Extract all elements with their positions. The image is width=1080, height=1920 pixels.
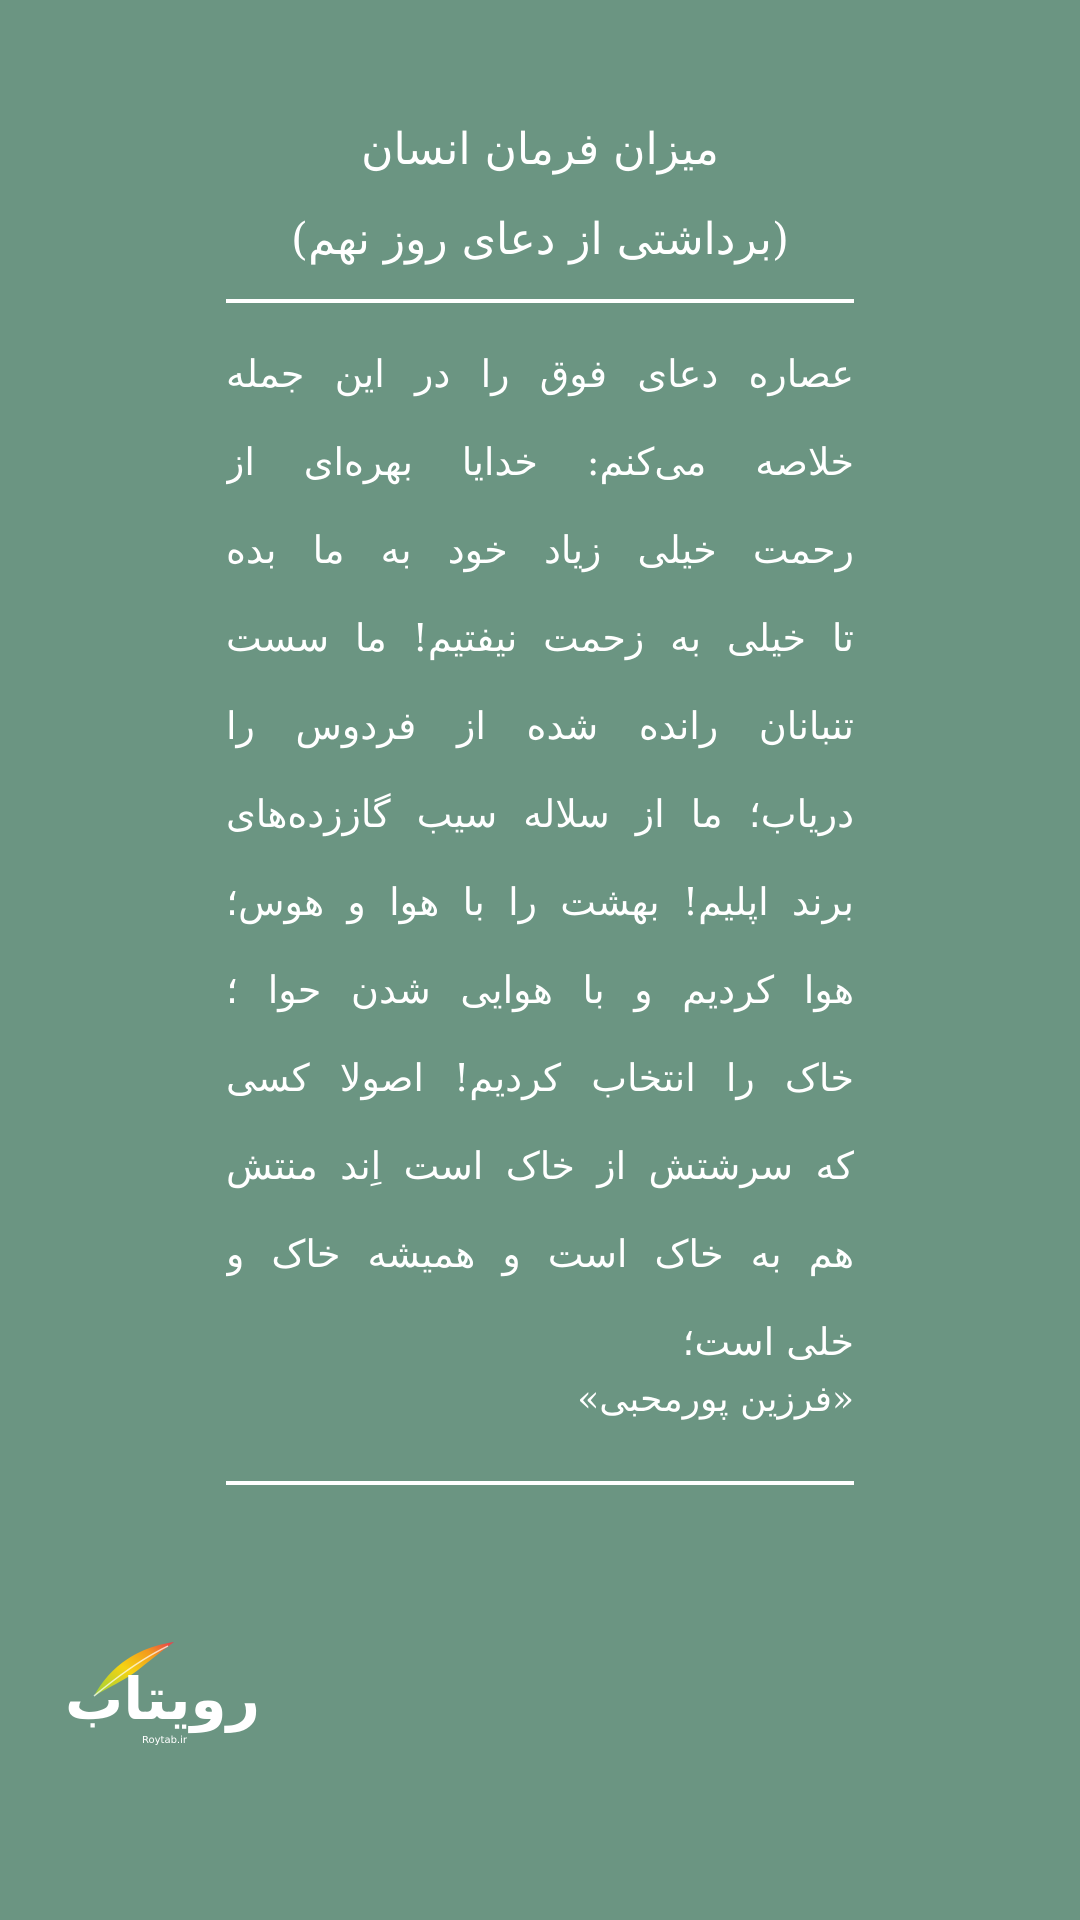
poem-line: تنبانان رانده شده از فردوس را [226, 704, 854, 748]
poem-line: هوا کردیم و با هوایی شدن حوا ؛ [226, 968, 854, 1012]
poem-line: خلاصه می‌کنم: خدایا بهره‌ای از [226, 440, 854, 484]
logo-site: Roytab.ir [142, 1735, 187, 1746]
poem-line: تا خیلی به زحمت نیفتیم! ما سست [226, 616, 854, 660]
page-title: میزان فرمان انسان [361, 124, 719, 175]
poem-line: رحمت خیلی زیاد خود به ما بده [226, 528, 854, 572]
poem-line: دریاب؛ ما از سلاله سیب گاززده‌های [226, 792, 854, 836]
page-subtitle: (برداشتی از دعای روز نهم) [290, 214, 790, 265]
logo-wordmark: رویتاب [65, 1665, 260, 1733]
poem-line: برند اپلیم! بهشت را با هوا و هوس؛ [226, 880, 854, 924]
author-name: «فرزین پورمحبی» [577, 1379, 854, 1420]
poem-line: هم به خاک است و همیشه خاک و [226, 1232, 854, 1276]
poem-line: خلی است؛ [682, 1320, 854, 1364]
poem-line: خاک را انتخاب کردیم! اصولا کسی [226, 1056, 854, 1100]
poem-line: عصاره دعای فوق را در این جمله [226, 352, 854, 396]
poem-line: که سرشتش از خاک است اِند منتش [226, 1144, 854, 1188]
roytab-logo [65, 1640, 260, 1750]
top-divider [226, 299, 854, 303]
poem-body [226, 330, 854, 1386]
bottom-divider [226, 1481, 854, 1485]
